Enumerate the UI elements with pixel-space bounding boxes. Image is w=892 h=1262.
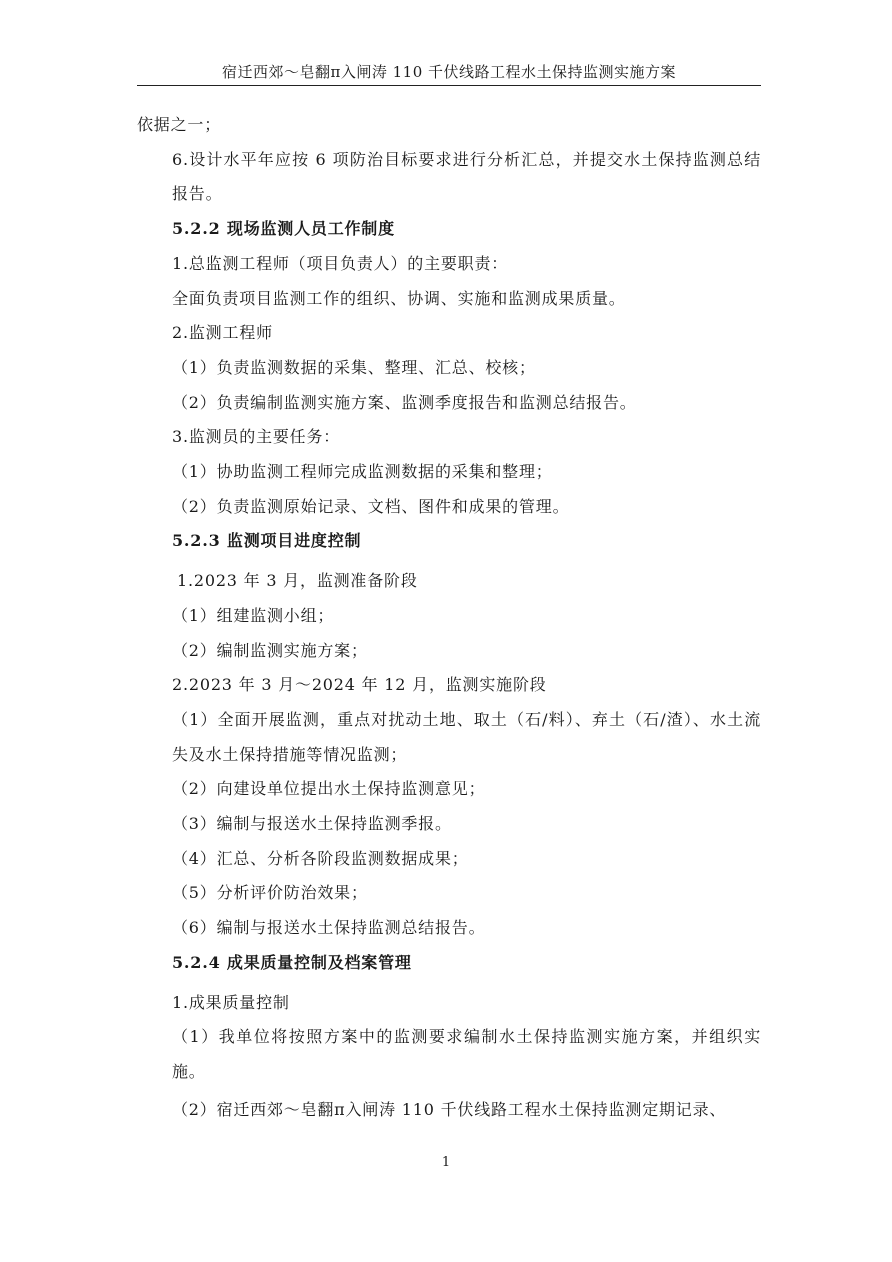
list-item: （2）负责编制监测实施方案、监测季度报告和监测总结报告。 <box>172 392 637 412</box>
paragraph: 2.监测工程师 <box>172 323 273 343</box>
running-header: 宿迁西郊～皂翻π入闸涛 110 千伏线路工程水土保持监测实施方案 <box>221 63 677 81</box>
section-heading-5-2-3: 5.2.3 监测项目进度控制 <box>172 531 362 551</box>
list-item: （4）汇总、分析各阶段监测数据成果； <box>172 848 469 868</box>
paragraph: 3.监测员的主要任务： <box>172 427 341 447</box>
list-item: （2）编制监测实施方案； <box>172 640 368 660</box>
list-item: （3）编制与报送水土保持监测季报。 <box>172 814 452 834</box>
list-item: （1）组建监测小组； <box>172 605 335 625</box>
paragraph: 1.成果质量控制 <box>172 992 290 1012</box>
section-heading-5-2-2: 5.2.2 现场监测人员工作制度 <box>172 219 395 239</box>
section-heading-5-2-4: 5.2.4 成果质量控制及档案管理 <box>172 952 412 972</box>
list-item: （5）分析评价防治效果； <box>172 883 368 903</box>
paragraph: 1.2023 年 3 月，监测准备阶段 <box>177 571 418 591</box>
paragraph: 依据之一； <box>137 115 222 134</box>
list-item: （1）我单位将按照方案中的监测要求编制水土保持监测实施方案，并组织实施。 <box>172 1027 761 1081</box>
list-item: （2）负责监测原始记录、文档、图件和成果的管理。 <box>172 496 570 516</box>
list-item: （2）宿迁西郊～皂翻π入闸涛 110 千伏线路工程水土保持监测定期记录、 <box>172 1099 727 1119</box>
list-item: （1）全面开展监测，重点对扰动土地、取土（石/料）、弃土（石/渣）、水土流失及水土保持措施等情况监测； <box>172 709 761 764</box>
paragraph: 6.设计水平年应按 6 项防治目标要求进行分析汇总，并提交水土保持监测总结报告。 <box>172 149 761 204</box>
paragraph: 2.2023 年 3 月～2024 年 12 月，监测实施阶段 <box>172 675 547 695</box>
body-text <box>137 108 761 1127</box>
paragraph: 全面负责项目监测工作的组织、协调、实施和监测成果质量。 <box>172 288 626 308</box>
paragraph: 1.总监测工程师（项目负责人）的主要职责： <box>172 253 509 273</box>
page-number: 1 <box>441 1155 451 1170</box>
header-rule <box>137 85 761 86</box>
list-item: （1）负责监测数据的采集、整理、汇总、校核； <box>172 357 536 377</box>
list-item: （2）向建设单位提出水土保持监测意见； <box>172 779 486 799</box>
list-item: （1）协助监测工程师完成监测数据的采集和整理； <box>172 462 553 482</box>
list-item: （6）编制与报送水土保持监测总结报告。 <box>172 918 486 938</box>
